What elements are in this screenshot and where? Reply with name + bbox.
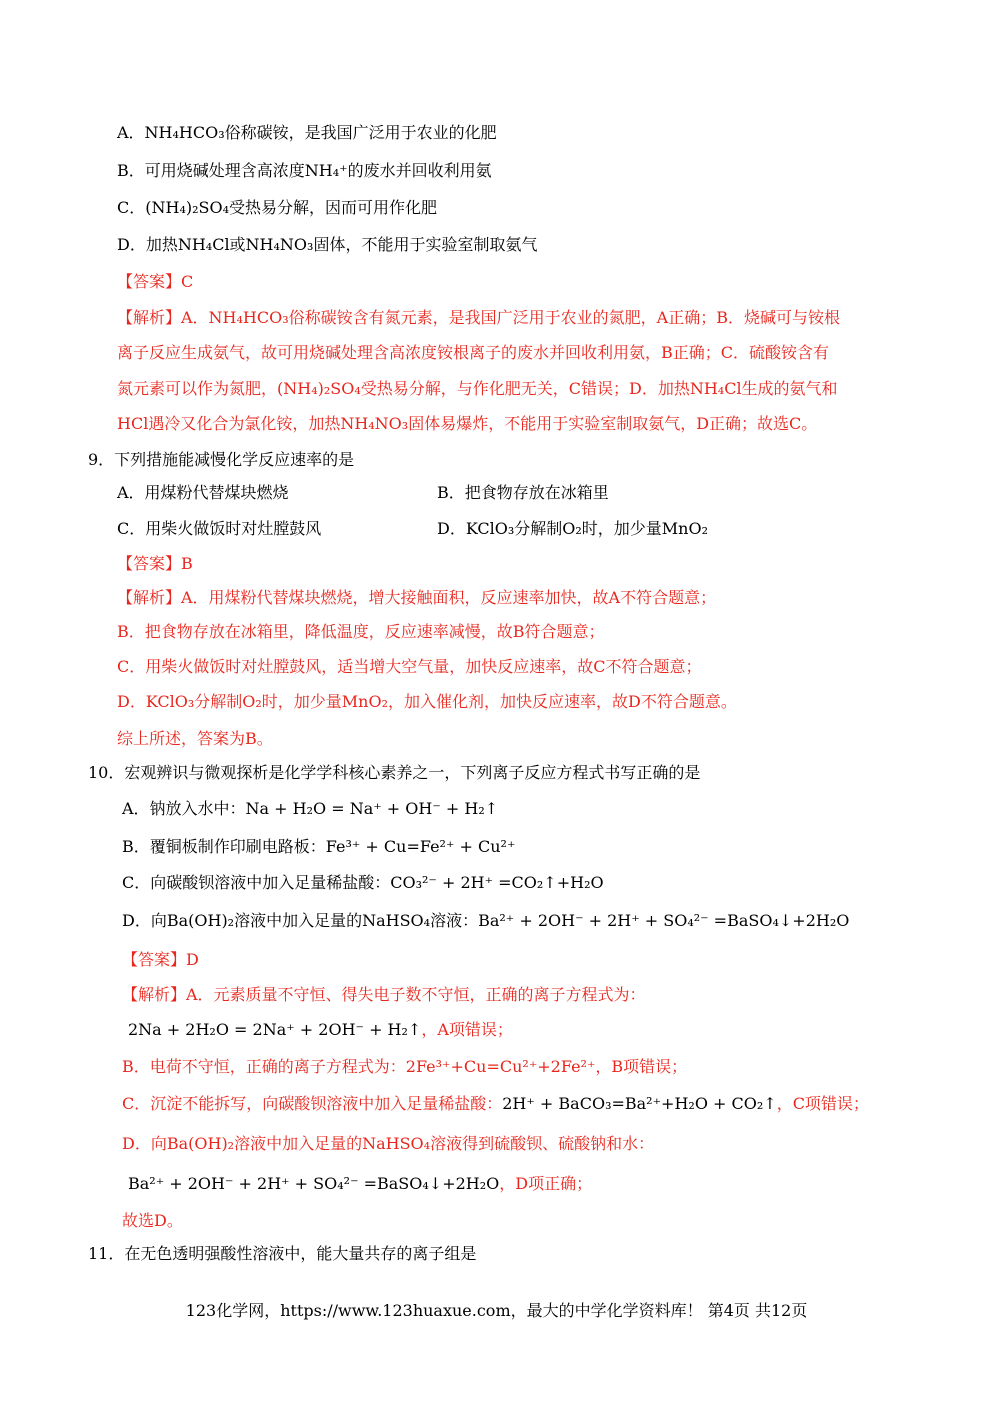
q10-answer: 【答案】D <box>122 950 199 969</box>
q9-option-a: A．用煤粉代替煤块燃烧 <box>117 483 289 502</box>
q10-option-d: D．向Ba(OH)₂溶液中加入足量的NaHSO₄溶液：Ba²⁺ + 2OH⁻ + 2H⁺ + SO₄²⁻ =BaSO₄↓+2H₂O <box>122 911 850 930</box>
q9-answer: 【答案】B <box>117 554 193 573</box>
q9-stem: 9．下列措施能减慢化学反应速率的是 <box>88 450 355 469</box>
q10-option-a: A．钠放入水中：Na + H₂O = Na⁺ + OH⁻ + H₂↑ <box>122 799 499 818</box>
q10-analysis-c-text: C．沉淀不能拆写，向碳酸钡溶液中加入足量稀盐酸： <box>122 1094 503 1113</box>
page-footer: 123化学网，https://www.123huaxue.com，最大的中学化学资料库！ 第4页 共12页 <box>185 1301 808 1320</box>
q8-analysis-line-4: HCl遇冷又化合为氯化铵，加热NH₄NO₃固体易爆炸，不能用于实验室制取氨气，D正确；故选C。 <box>117 414 818 433</box>
q10-equation-d <box>128 1173 592 1195</box>
q10-equation-a <box>128 1019 513 1041</box>
q8-option-b: B．可用烧碱处理含高浓度NH₄⁺的废水并回收利用氨 <box>117 161 492 180</box>
q9-option-d: D．KClO₃分解制O₂时，加少量MnO₂ <box>437 519 708 538</box>
q11-stem: 11．在无色透明强酸性溶液中，能大量共存的离子组是 <box>88 1244 477 1263</box>
q8-answer: 【答案】C <box>117 272 194 291</box>
q10-stem: 10．宏观辨识与微观探析是化学学科核心素养之一，下列离子反应方程式书写正确的是 <box>88 763 701 782</box>
q9-option-b: B．把食物存放在冰箱里 <box>437 483 609 502</box>
q10-analysis-c-verdict: ，C项错误； <box>776 1094 869 1113</box>
q9-analysis-line-2: B．把食物存放在冰箱里，降低温度，反应速率减慢，故B符合题意； <box>117 622 605 641</box>
q10-conclusion: 故选D。 <box>122 1211 183 1230</box>
q10-equation-a-verdict: ，A项错误； <box>421 1020 513 1039</box>
q10-equation-d-verdict: ，D项正确； <box>499 1174 593 1193</box>
q9-option-c: C．用柴火做饭时对灶膛鼓风 <box>117 519 322 538</box>
q10-analysis-a: 【解析】A．元素质量不守恒、得失电子数不守恒，正确的离子方程式为： <box>122 985 646 1004</box>
q10-option-b: B．覆铜板制作印刷电路板：Fe³⁺ + Cu=Fe²⁺ + Cu²⁺ <box>122 837 516 856</box>
q9-analysis-line-3: C．用柴火做饭时对灶膛鼓风，适当增大空气量，加快反应速率，故C不符合题意； <box>117 657 702 676</box>
q10-equation-a-text: 2Na + 2H₂O = 2Na⁺ + 2OH⁻ + H₂↑ <box>128 1020 422 1039</box>
q8-analysis-line-1: 【解析】A．NH₄HCO₃俗称碳铵含有氮元素，是我国广泛用于农业的氮肥，A正确；B．烧碱可与铵根 <box>117 308 840 327</box>
q10-analysis-b: B．电荷不守恒，正确的离子方程式为：2Fe³⁺+Cu=Cu²⁺+2Fe²⁺，B项错误； <box>122 1057 688 1076</box>
q8-analysis-line-3: 氮元素可以作为氮肥，(NH₄)₂SO₄受热易分解，与作化肥无关，C错误；D．加热NH₄Cl生成的氨气和 <box>117 379 838 398</box>
q8-analysis-line-2: 离子反应生成氨气，故可用烧碱处理含高浓度铵根离子的废水并回收利用氨，B正确；C．硫酸铵含有 <box>117 343 830 362</box>
q10-analysis-c <box>122 1093 869 1115</box>
q8-option-c: C．(NH₄)₂SO₄受热易分解，因而可用作化肥 <box>117 198 438 217</box>
q8-option-d: D．加热NH₄Cl或NH₄NO₃固体，不能用于实验室制取氨气 <box>117 235 538 254</box>
q8-option-a: A．NH₄HCO₃俗称碳铵，是我国广泛用于农业的化肥 <box>117 123 497 142</box>
q10-analysis-c-equation: 2H⁺ + BaCO₃=Ba²⁺+H₂O + CO₂↑ <box>502 1094 777 1113</box>
q10-equation-d-text: Ba²⁺ + 2OH⁻ + 2H⁺ + SO₄²⁻ =BaSO₄↓+2H₂O <box>128 1174 500 1193</box>
q9-analysis-line-4: D．KClO₃分解制O₂时，加少量MnO₂，加入催化剂，加快反应速率，故D不符合题意。 <box>117 692 737 711</box>
q9-summary: 综上所述，答案为B。 <box>117 729 273 748</box>
q10-option-c: C．向碳酸钡溶液中加入足量稀盐酸：CO₃²⁻ + 2H⁺ =CO₂↑+H₂O <box>122 873 604 892</box>
q9-analysis-line-1: 【解析】A．用煤粉代替煤块燃烧，增大接触面积，反应速率加快，故A不符合题意； <box>117 588 717 607</box>
q10-analysis-d: D．向Ba(OH)₂溶液中加入足量的NaHSO₄溶液得到硫酸钡、硫酸钠和水： <box>122 1134 655 1153</box>
